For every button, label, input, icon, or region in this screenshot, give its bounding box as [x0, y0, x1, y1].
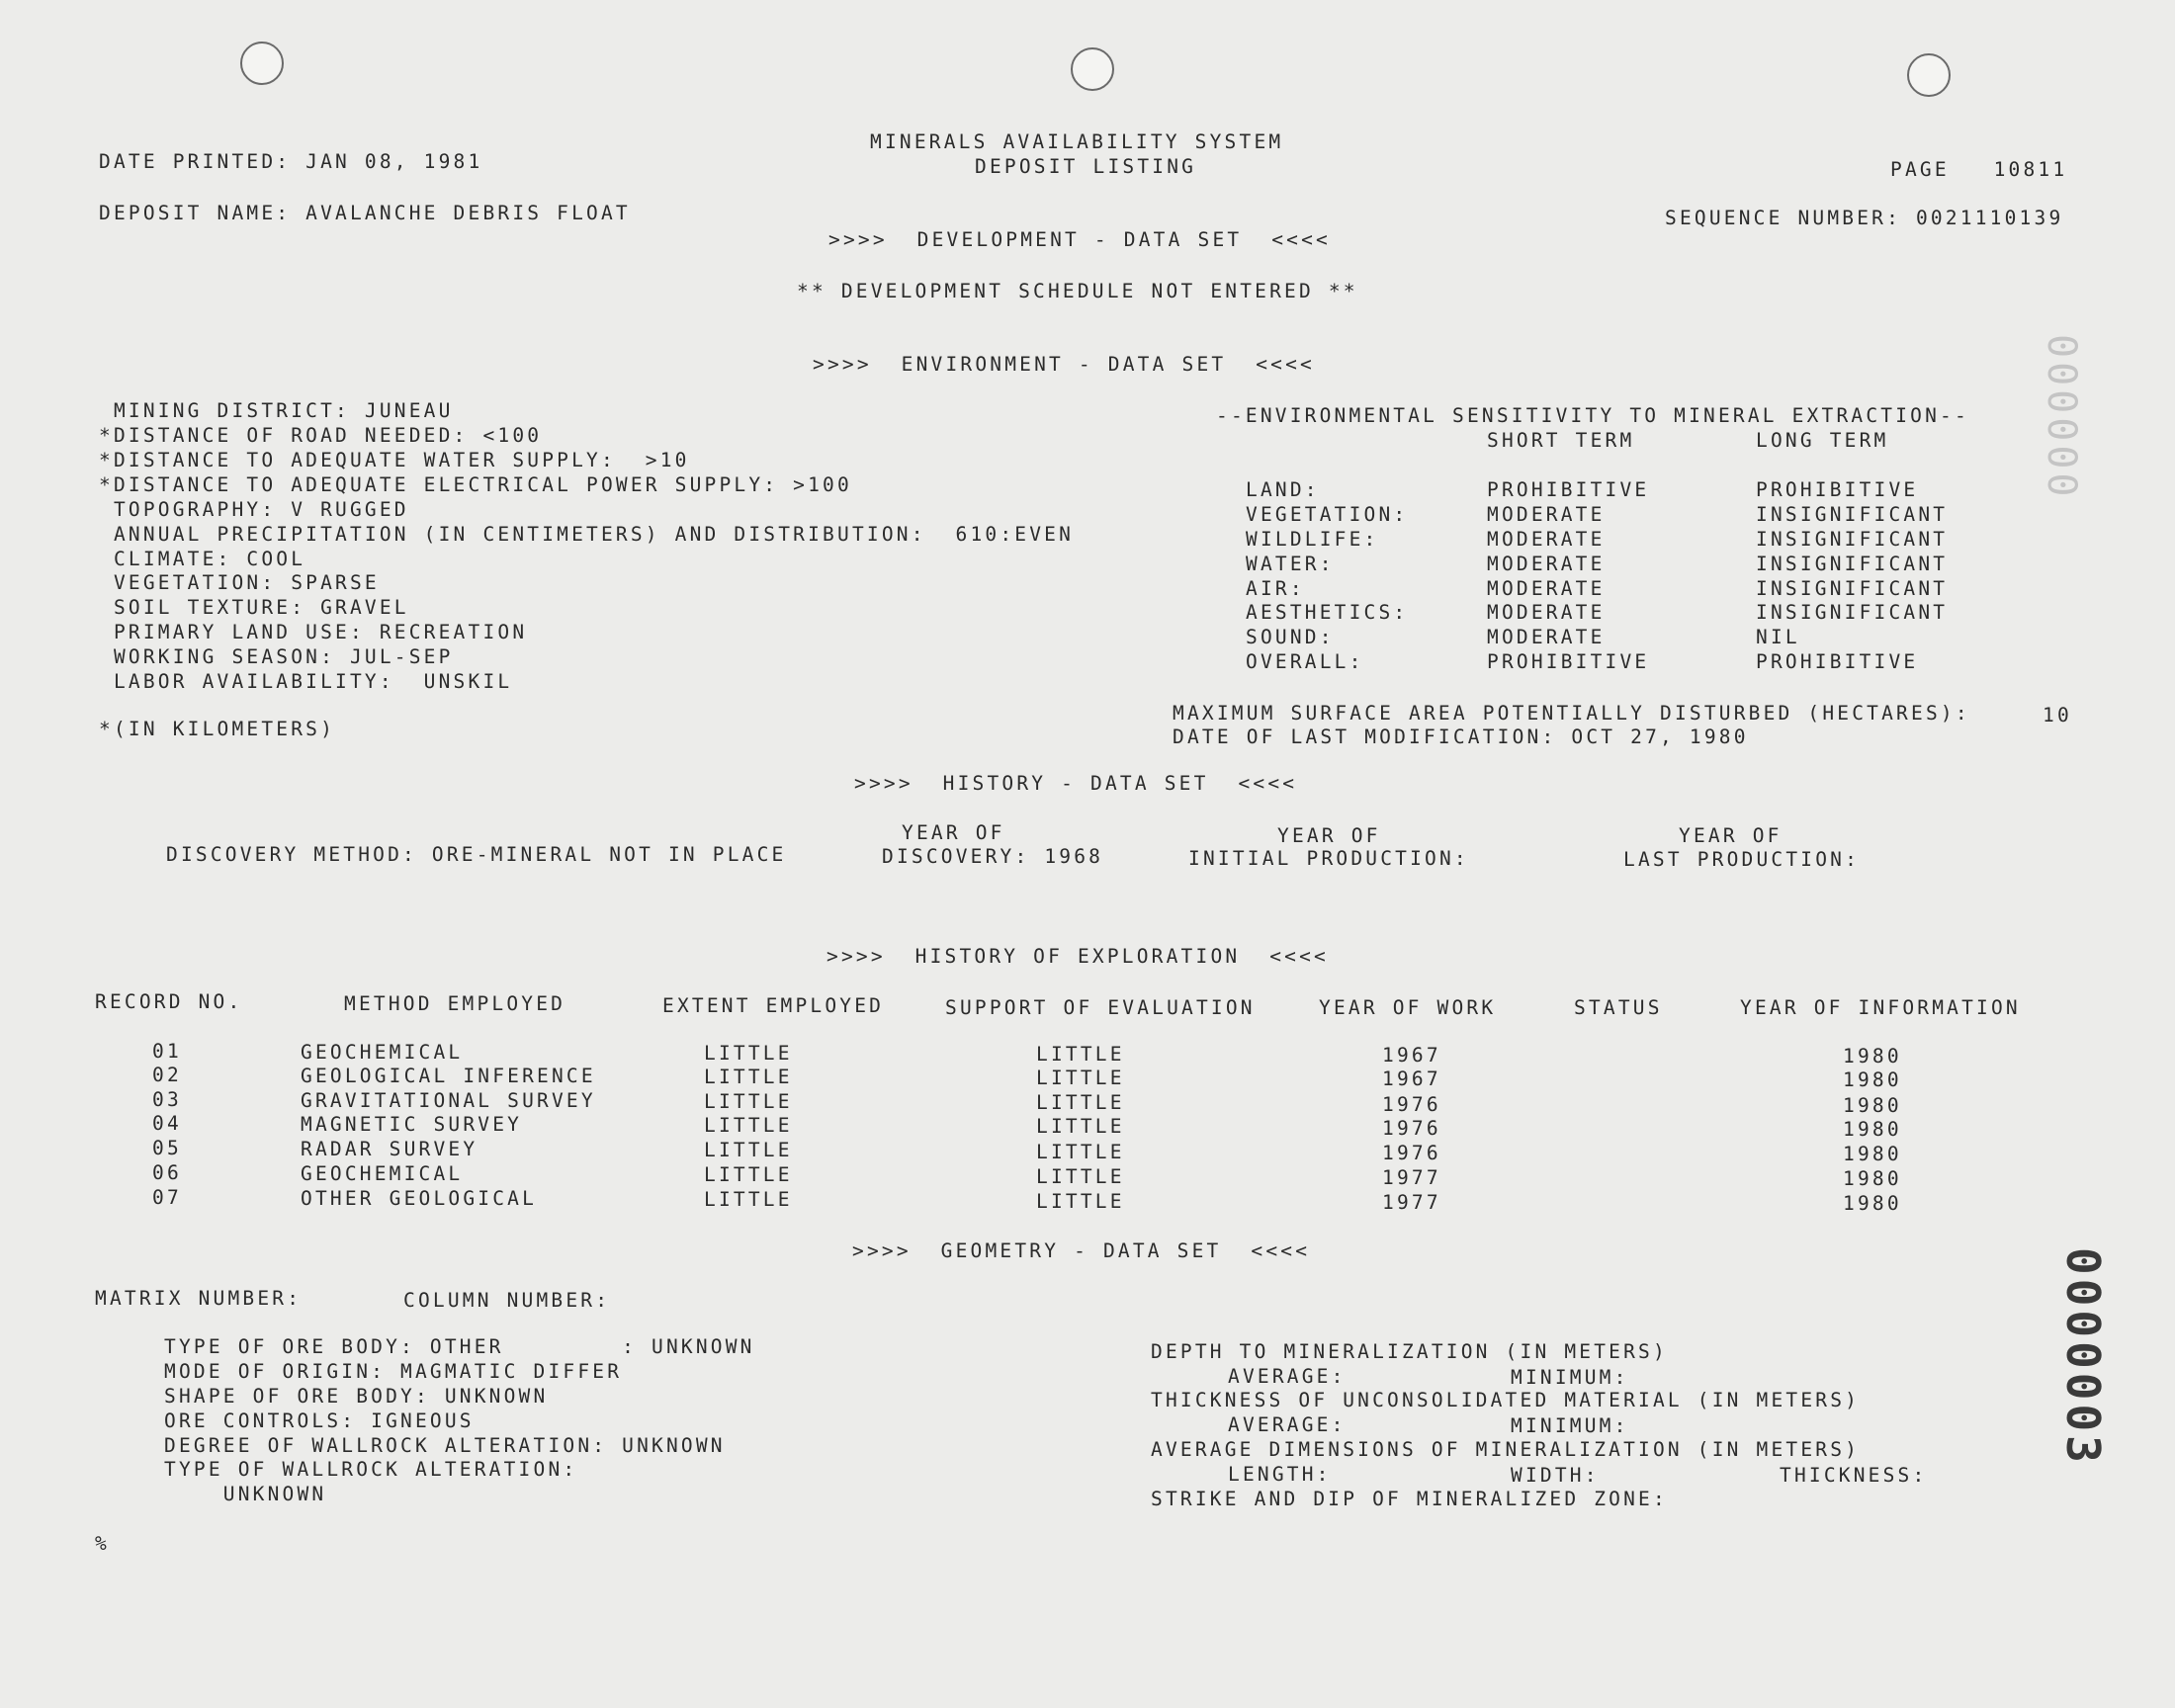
- year-of-work: 1977: [1382, 1191, 1441, 1214]
- year-of-work: 1976: [1382, 1117, 1441, 1140]
- sensitivity-long: INSIGNIFICANT: [1756, 553, 1949, 575]
- average-dimensions: AVERAGE DIMENSIONS OF MINERALIZATION (IN METERS): [1151, 1438, 1861, 1461]
- geometry-line: TYPE OF WALLROCK ALTERATION:: [164, 1458, 578, 1481]
- geometry-heading: >>>> GEOMETRY - DATA SET <<<<: [852, 1239, 1311, 1262]
- support-evaluation: LITTLE: [1036, 1067, 1125, 1089]
- last-modification-date: DATE OF LAST MODIFICATION: OCT 27, 1980: [1173, 726, 1749, 748]
- year-of-information: 1980: [1843, 1143, 1902, 1165]
- sensitivity-short: MODERATE: [1487, 626, 1606, 648]
- record-number: 04: [152, 1112, 182, 1135]
- sensitivity-short: MODERATE: [1487, 528, 1606, 551]
- sensitivity-label: WATER:: [1246, 553, 1335, 575]
- development-note: ** DEVELOPMENT SCHEDULE NOT ENTERED **: [797, 280, 1358, 302]
- system-title: MINERALS AVAILABILITY SYSTEM: [870, 130, 1284, 153]
- sensitivity-short: MODERATE: [1487, 577, 1606, 600]
- last-production: LAST PRODUCTION:: [1623, 848, 1861, 871]
- geometry-line: ORE CONTROLS: IGNEOUS: [164, 1409, 475, 1432]
- environment-line: TOPOGRAPHY: V RUGGED: [99, 498, 409, 521]
- geometry-line: UNKNOWN: [164, 1483, 327, 1505]
- support-evaluation: LITTLE: [1036, 1091, 1125, 1114]
- method-employed: GEOCHEMICAL: [301, 1041, 464, 1064]
- record-number: 06: [152, 1161, 182, 1184]
- method-employed: MAGNETIC SURVEY: [301, 1113, 523, 1136]
- thickness-unconsolidated: THICKNESS OF UNCONSOLIDATED MATERIAL (IN METERS): [1151, 1389, 1861, 1411]
- depth-to-mineralization: DEPTH TO MINERALIZATION (IN METERS): [1151, 1340, 1668, 1363]
- extent-employed: LITTLE: [704, 1042, 793, 1065]
- page-number: PAGE 10811: [1890, 158, 2068, 181]
- date-printed: DATE PRINTED: JAN 08, 1981: [99, 150, 483, 173]
- page-stamp: 0000003: [2056, 1247, 2110, 1467]
- year-of-work: 1977: [1382, 1166, 1441, 1189]
- environment-heading: >>>> ENVIRONMENT - DATA SET <<<<: [813, 353, 1315, 376]
- depth-average: AVERAGE:: [1228, 1365, 1347, 1388]
- sensitivity-label: LAND:: [1246, 478, 1320, 501]
- environment-line: CLIMATE: COOL: [99, 548, 306, 570]
- year-of-information: 1980: [1843, 1118, 1902, 1141]
- sensitivity-long: PROHIBITIVE: [1756, 650, 1919, 673]
- column-header: STATUS: [1574, 996, 1663, 1019]
- year-of-work: 1976: [1382, 1093, 1441, 1116]
- column-header: YEAR OF WORK: [1319, 996, 1497, 1019]
- column-header: METHOD EMPLOYED: [344, 992, 566, 1015]
- geometry-line: DEGREE OF WALLROCK ALTERATION: UNKNOWN: [164, 1434, 726, 1457]
- environment-line: WORKING SEASON: JUL-SEP: [99, 645, 454, 668]
- support-evaluation: LITTLE: [1036, 1190, 1125, 1213]
- punch-hole-left: [240, 42, 284, 85]
- geometry-line: MODE OF ORIGIN: MAGMATIC DIFFER: [164, 1360, 623, 1383]
- sensitivity-label: VEGETATION:: [1246, 503, 1409, 526]
- method-employed: RADAR SURVEY: [301, 1138, 478, 1160]
- sensitivity-short: PROHIBITIVE: [1487, 650, 1650, 673]
- environment-line: *DISTANCE OF ROAD NEEDED: <100: [99, 424, 543, 447]
- environment-line: *DISTANCE TO ADEQUATE WATER SUPPLY: >10: [99, 449, 690, 471]
- sensitivity-short: MODERATE: [1487, 601, 1606, 624]
- development-heading: >>>> DEVELOPMENT - DATA SET <<<<: [828, 228, 1331, 251]
- sensitivity-short: MODERATE: [1487, 553, 1606, 575]
- extent-employed: LITTLE: [704, 1114, 793, 1137]
- kilometers-note: *(IN KILOMETERS): [99, 718, 336, 740]
- environment-line: MINING DISTRICT: JUNEAU: [99, 399, 454, 422]
- year-of-initial-label: YEAR OF: [1277, 824, 1381, 847]
- record-number: 01: [152, 1040, 182, 1063]
- column-number: COLUMN NUMBER:: [403, 1289, 611, 1312]
- sensitivity-label: OVERALL:: [1246, 650, 1364, 673]
- year-of-information: 1980: [1843, 1192, 1902, 1215]
- method-employed: GRAVITATIONAL SURVEY: [301, 1089, 596, 1112]
- punch-hole-center: [1071, 47, 1114, 91]
- listing-title: DEPOSIT LISTING: [975, 155, 1197, 178]
- dimension-length: LENGTH:: [1228, 1463, 1332, 1486]
- extent-employed: LITTLE: [704, 1090, 793, 1113]
- record-number: 05: [152, 1137, 182, 1159]
- sensitivity-long: INSIGNIFICANT: [1756, 528, 1949, 551]
- short-term-header: SHORT TERM: [1487, 429, 1635, 452]
- max-surface-area-value: 10: [2043, 704, 2072, 726]
- support-evaluation: LITTLE: [1036, 1165, 1125, 1188]
- record-number: 07: [152, 1186, 182, 1209]
- year-of-work: 1976: [1382, 1142, 1441, 1164]
- sensitivity-label: SOUND:: [1246, 626, 1335, 648]
- record-number: 02: [152, 1064, 182, 1086]
- thickness-average: AVERAGE:: [1228, 1413, 1347, 1436]
- environment-line: VEGETATION: SPARSE: [99, 571, 380, 594]
- dimension-width: WIDTH:: [1511, 1464, 1600, 1487]
- matrix-number: MATRIX NUMBER:: [95, 1287, 303, 1310]
- sensitivity-label: WILDLIFE:: [1246, 528, 1379, 551]
- page-stamp-faded: 000000: [2039, 334, 2084, 501]
- sensitivity-title: --ENVIRONMENTAL SENSITIVITY TO MINERAL EXTRACTION--: [1216, 404, 1969, 427]
- environment-line: *DISTANCE TO ADEQUATE ELECTRICAL POWER SUPPLY: >100: [99, 473, 852, 496]
- column-header: YEAR OF INFORMATION: [1740, 996, 2021, 1019]
- support-evaluation: LITTLE: [1036, 1141, 1125, 1163]
- year-of-work: 1967: [1382, 1068, 1441, 1090]
- sensitivity-long: PROHIBITIVE: [1756, 478, 1919, 501]
- year-of-discovery-label: YEAR OF: [902, 821, 1005, 844]
- year-of-information: 1980: [1843, 1045, 1902, 1068]
- year-of-work: 1967: [1382, 1044, 1441, 1067]
- deposit-name: DEPOSIT NAME: AVALANCHE DEBRIS FLOAT: [99, 202, 631, 224]
- environment-line: SOIL TEXTURE: GRAVEL: [99, 596, 409, 619]
- year-of-information: 1980: [1843, 1167, 1902, 1190]
- thickness-minimum: MINIMUM:: [1511, 1414, 1629, 1437]
- sequence-number: SEQUENCE NUMBER: 0021110139: [1665, 207, 2064, 229]
- year-of-information: 1980: [1843, 1094, 1902, 1117]
- discovery-year: DISCOVERY: 1968: [882, 845, 1104, 868]
- record-number: 03: [152, 1088, 182, 1111]
- geometry-line: TYPE OF ORE BODY: OTHER : UNKNOWN: [164, 1335, 755, 1358]
- support-evaluation: LITTLE: [1036, 1115, 1125, 1138]
- sensitivity-long: INSIGNIFICANT: [1756, 577, 1949, 600]
- sensitivity-label: AIR:: [1246, 577, 1305, 600]
- extent-employed: LITTLE: [704, 1139, 793, 1161]
- sensitivity-long: NIL: [1756, 626, 1800, 648]
- initial-production: INITIAL PRODUCTION:: [1188, 847, 1469, 870]
- long-term-header: LONG TERM: [1756, 429, 1889, 452]
- dimension-thickness: THICKNESS:: [1780, 1464, 1928, 1487]
- environment-line: ANNUAL PRECIPITATION (IN CENTIMETERS) AND DISTRIBUTION: 610:EVEN: [99, 523, 1075, 546]
- sensitivity-long: INSIGNIFICANT: [1756, 601, 1949, 624]
- extent-employed: LITTLE: [704, 1163, 793, 1186]
- sensitivity-long: INSIGNIFICANT: [1756, 503, 1949, 526]
- column-header: EXTENT EMPLOYED: [662, 994, 885, 1017]
- strike-and-dip: STRIKE AND DIP OF MINERALIZED ZONE:: [1151, 1488, 1668, 1510]
- sensitivity-short: PROHIBITIVE: [1487, 478, 1650, 501]
- max-surface-area-label: MAXIMUM SURFACE AREA POTENTIALLY DISTURBED (HECTARES):: [1173, 702, 1970, 725]
- sensitivity-short: MODERATE: [1487, 503, 1606, 526]
- sensitivity-label: AESTHETICS:: [1246, 601, 1409, 624]
- geometry-line: SHAPE OF ORE BODY: UNKNOWN: [164, 1385, 549, 1408]
- punch-hole-right: [1907, 53, 1951, 97]
- extent-employed: LITTLE: [704, 1188, 793, 1211]
- environment-line: PRIMARY LAND USE: RECREATION: [99, 621, 528, 643]
- method-employed: GEOCHEMICAL: [301, 1162, 464, 1185]
- support-evaluation: LITTLE: [1036, 1043, 1125, 1066]
- footer-mark: %: [95, 1532, 110, 1555]
- discovery-method: DISCOVERY METHOD: ORE-MINERAL NOT IN PLACE: [166, 843, 787, 866]
- column-header: SUPPORT OF EVALUATION: [945, 996, 1256, 1019]
- method-employed: OTHER GEOLOGICAL: [301, 1187, 538, 1210]
- column-header: RECORD NO.: [95, 990, 243, 1013]
- year-of-last-label: YEAR OF: [1679, 824, 1783, 847]
- method-employed: GEOLOGICAL INFERENCE: [301, 1065, 596, 1087]
- year-of-information: 1980: [1843, 1068, 1902, 1091]
- history-heading: >>>> HISTORY - DATA SET <<<<: [854, 772, 1298, 795]
- exploration-heading: >>>> HISTORY OF EXPLORATION <<<<: [826, 945, 1329, 968]
- depth-minimum: MINIMUM:: [1511, 1366, 1629, 1389]
- environment-line: LABOR AVAILABILITY: UNSKIL: [99, 670, 513, 693]
- extent-employed: LITTLE: [704, 1066, 793, 1088]
